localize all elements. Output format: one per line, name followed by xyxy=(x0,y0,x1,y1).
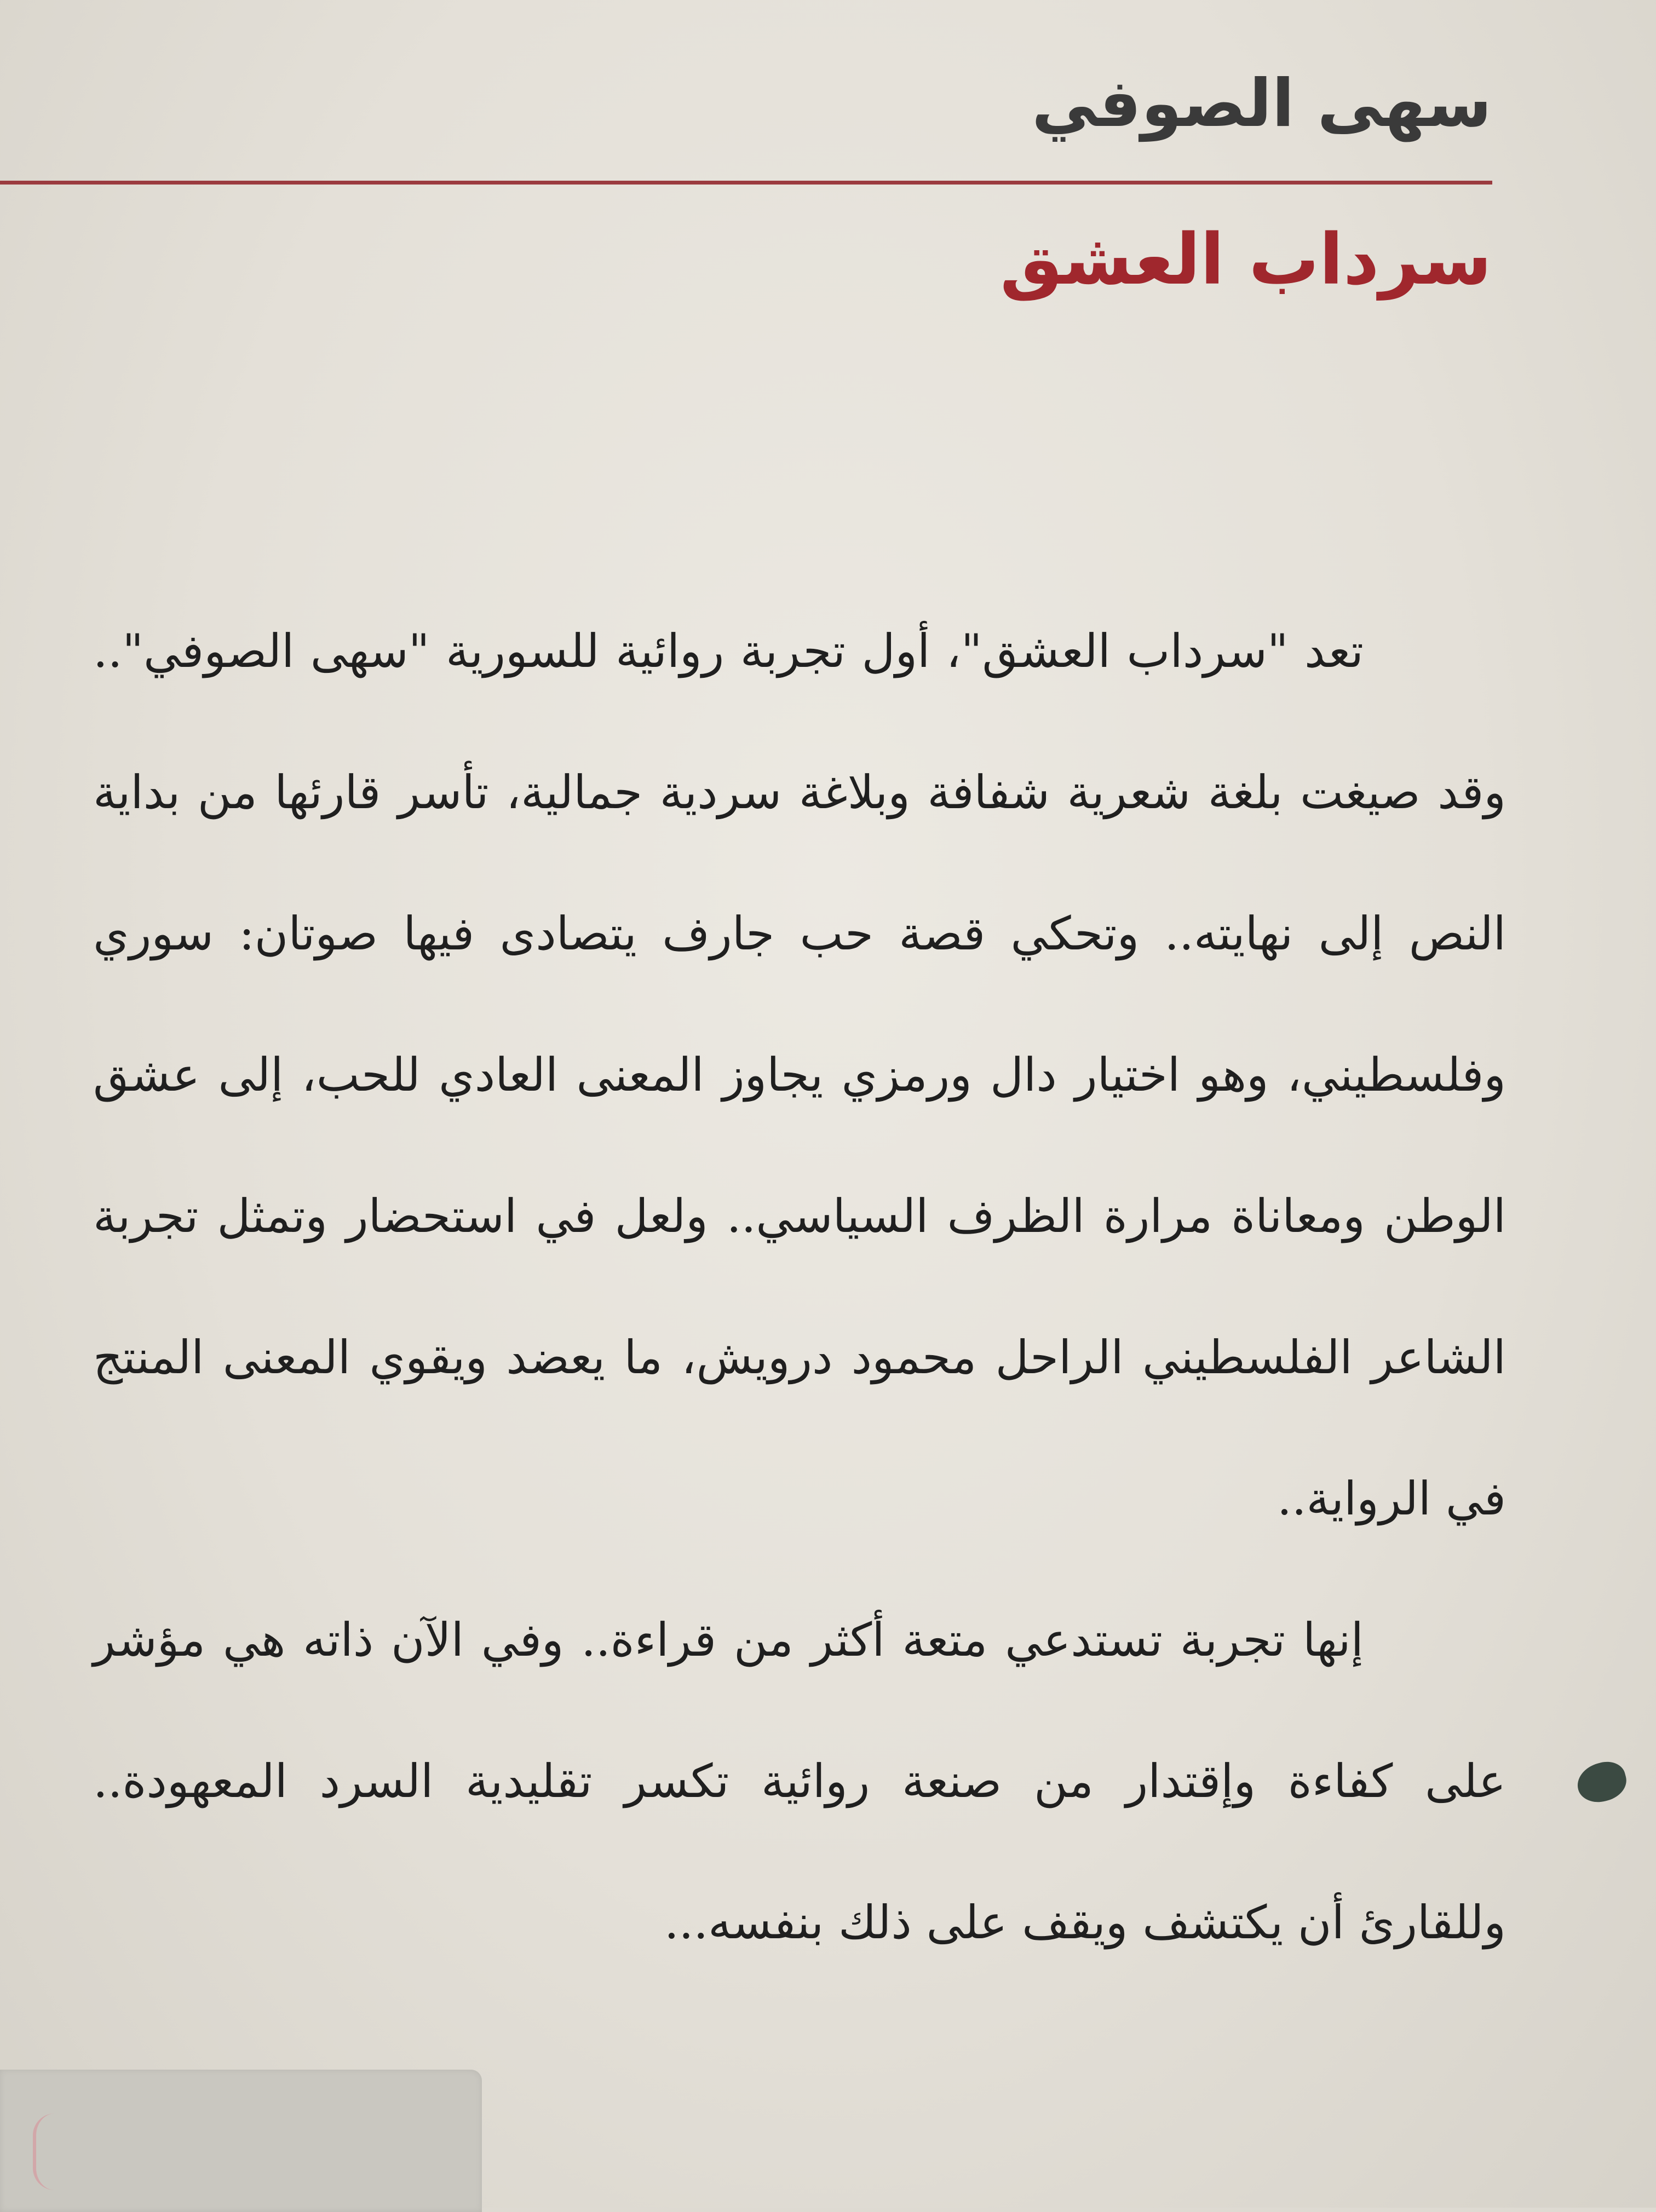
blurb-text xyxy=(93,580,1506,1993)
price-sticker xyxy=(0,2070,482,2212)
ink-stain xyxy=(1573,1758,1630,1807)
blurb-paragraph-1: تعد "سرداب العشق"، أول تجربة روائية للسورية "سهى الصوفي".. وقد صيغت بلغة شعرية شفافة وبلاغة سردية جمالية، تأسر قارئها من بداية النص إلى نهايته.. وتحكي قصة حب جارف يتصادى فيها صوتان: سوري وفلسطيني، وهو اختيار دال ورمزي يجاوز المعنى العادي للحب، إلى عشق الوطن ومعاناة مرارة الظرف السياسي.. ولعل في استحضار وتمثل تجربة الشاعر الفلسطيني الراحل محمود درويش، ما يعضد ويقوي المعنى المنتج في الرواية.. xyxy=(93,624,1507,1525)
book-title: سرداب العشق xyxy=(999,219,1492,301)
author-name: سهى الصوفي xyxy=(1031,66,1492,142)
header-divider xyxy=(0,181,1492,185)
sticker-mark xyxy=(33,2113,69,2190)
blurb-paragraph-2: إنها تجربة تستدعي متعة أكثر من قراءة.. وفي الآن ذاته هي مؤشر على كفاءة وإقتدار من صنعة روائية تكسر تقليدية السرد المعهودة.. وللقارئ أن يكتشف ويقف على ذلك بنفسه... xyxy=(93,1613,1506,1949)
